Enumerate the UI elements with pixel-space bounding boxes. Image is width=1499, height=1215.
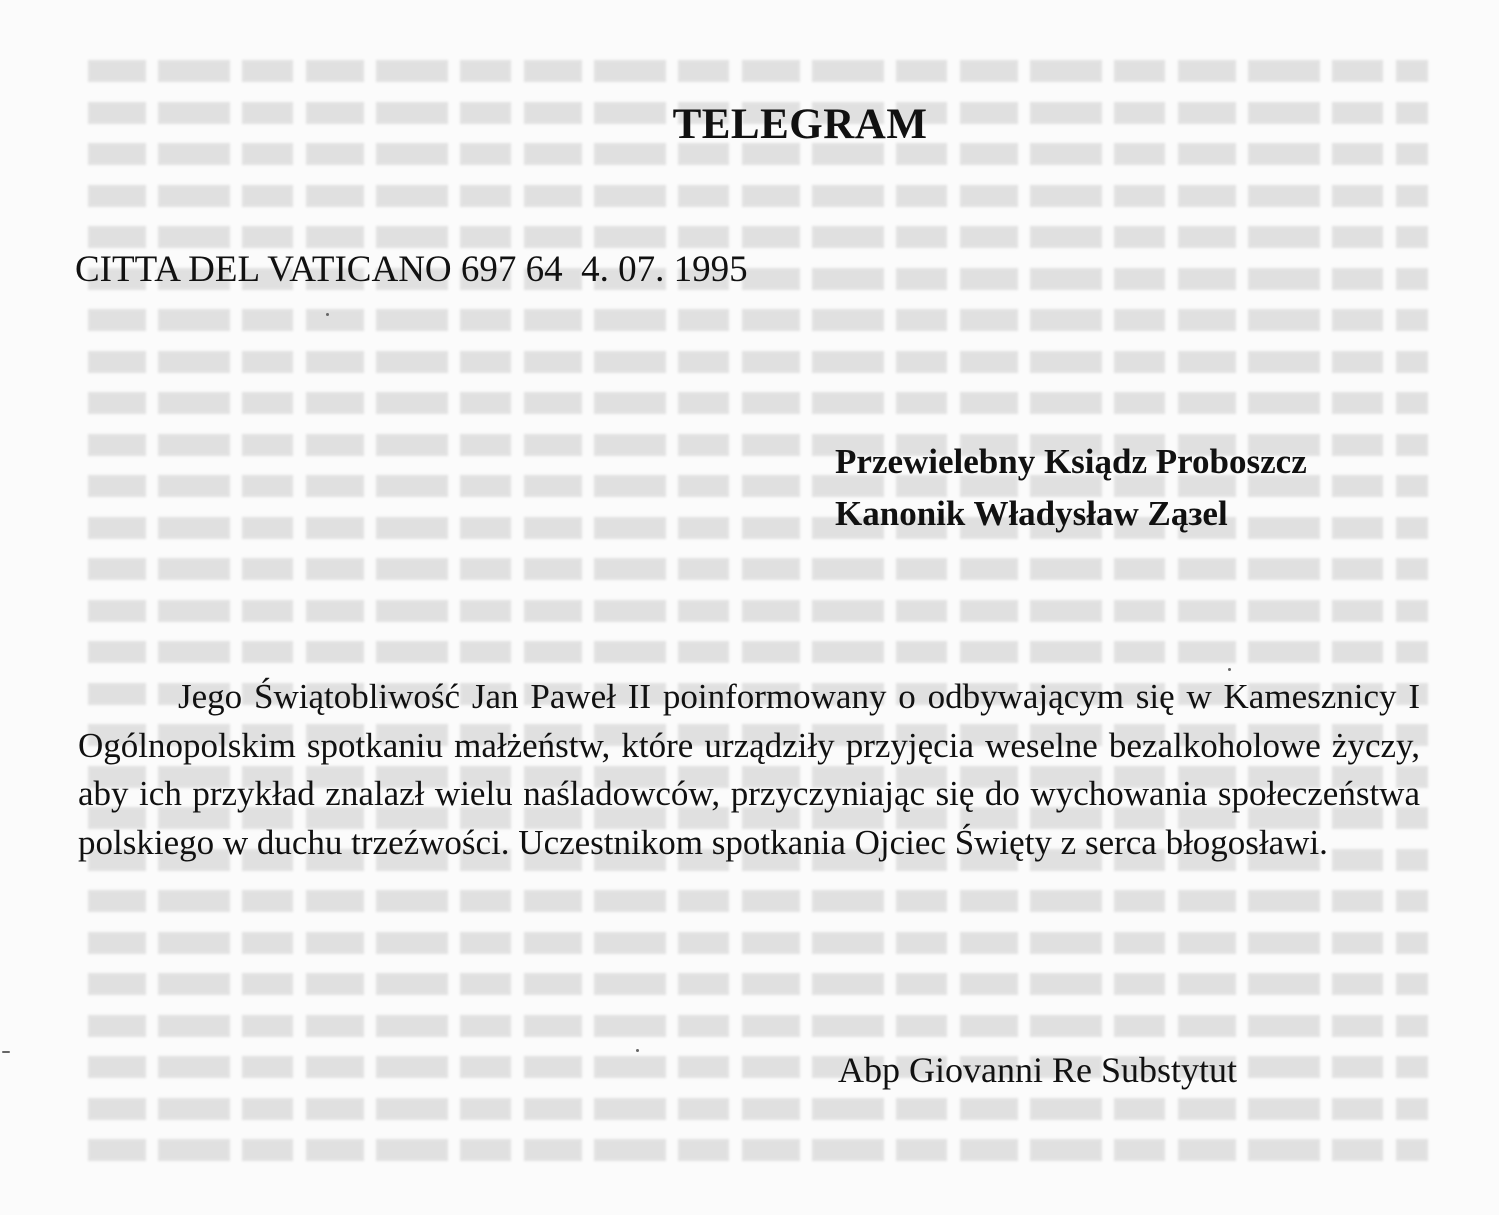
reverse-side-show-through	[88, 50, 1428, 1200]
message-body: Jego Świątobliwość Jan Paweł II poinformowany o odbywającym się w Kamesznicy I Ogólnopolskim spotkaniu małżeństw, które urządziły przyjęcia weselne bezalkoholowe życzy, aby ich przykład znalazł wielu naśladowców, przyczyniając się do wychowania społeczeństwa polskiego w duchu trzeźwości. Uczestnikom spotkania Ojciec Święty z serca błogosławi.	[78, 677, 1420, 862]
signature: Abp Giovanni Re Substytut	[838, 1050, 1238, 1090]
scan-speck	[2, 1051, 10, 1053]
addressee-block	[835, 436, 1307, 540]
scan-speck	[636, 1049, 639, 1052]
origin-line: CITTA DEL VATICANO 697 64 4. 07. 1995	[75, 249, 748, 290]
addressee-line-2: Kanonik Władysław Ząзel	[835, 494, 1228, 533]
scan-speck	[326, 313, 329, 316]
telegram-title: TELEGRAM	[672, 101, 928, 148]
scan-speck	[1228, 668, 1231, 671]
addressee-line-1: Przewielebny Ksiądz Proboszcz	[835, 442, 1307, 481]
